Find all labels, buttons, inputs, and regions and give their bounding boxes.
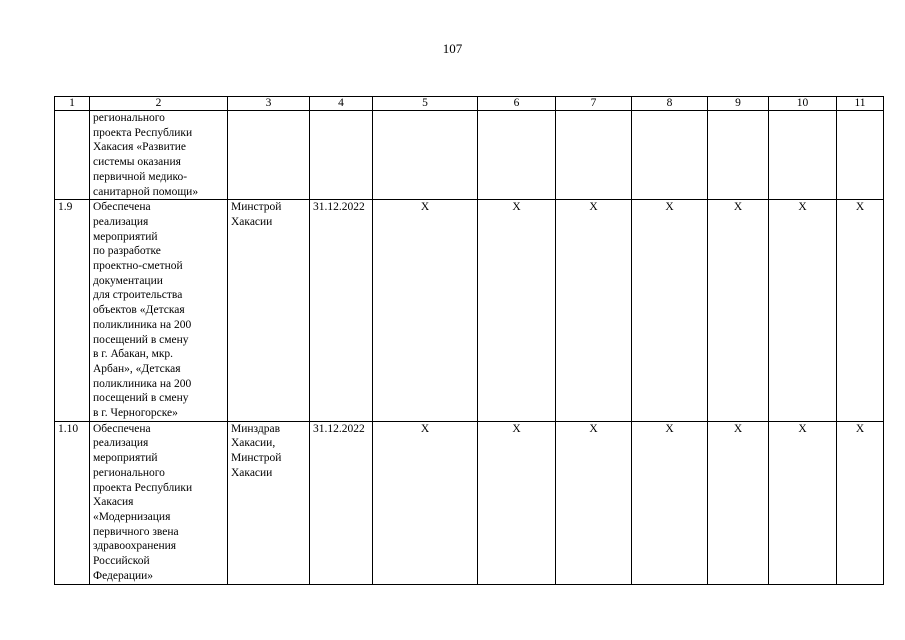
- plan-table: [54, 96, 884, 585]
- description-line: Обеспечена: [93, 201, 151, 214]
- description-line: по разработке: [93, 245, 161, 258]
- mark-cell: [632, 111, 708, 200]
- mark-cell: Х: [632, 200, 708, 422]
- executor-line: Хакасии: [231, 215, 273, 228]
- column-header: 2: [90, 97, 228, 111]
- description-line: Федерации»: [93, 569, 154, 582]
- mark-cell: [373, 111, 478, 200]
- table-row: [55, 111, 884, 200]
- mark-cell: Х: [373, 200, 478, 422]
- table-row: [55, 200, 884, 422]
- description-line: реализация: [93, 215, 149, 228]
- column-header: 5: [373, 97, 478, 111]
- executor-line: Минстрой: [231, 201, 282, 214]
- mark-cell: Х: [556, 421, 632, 584]
- description-line: поликлиника на 200: [93, 318, 192, 331]
- mark-cell: Х: [837, 421, 884, 584]
- description-line: Обеспечена: [93, 422, 151, 435]
- executor-line: Минстрой: [231, 452, 282, 465]
- row-number: [55, 111, 90, 200]
- event-description: [90, 200, 228, 422]
- description-line: проекта Республики: [93, 126, 193, 139]
- mark-cell: Х: [478, 200, 556, 422]
- description-line: поликлиника на 200: [93, 377, 192, 390]
- responsible-executor: [228, 111, 310, 200]
- column-header: 3: [228, 97, 310, 111]
- description-line: Хакасия: [93, 496, 134, 509]
- table-body: [55, 111, 884, 585]
- description-line: «Модернизация: [93, 510, 171, 523]
- column-header: 8: [632, 97, 708, 111]
- description-line: Российской: [93, 555, 150, 568]
- description-line: мероприятий: [93, 230, 158, 243]
- mark-cell: Х: [769, 421, 837, 584]
- responsible-executor: [228, 200, 310, 422]
- mark-cell: [769, 111, 837, 200]
- description-line: для строительства: [93, 289, 183, 302]
- mark-cell: Х: [837, 200, 884, 422]
- description-line: регионального: [93, 112, 165, 124]
- description-line: регионального: [93, 466, 165, 479]
- table-row: [55, 421, 884, 584]
- event-description: [90, 111, 228, 200]
- mark-cell: Х: [708, 421, 769, 584]
- executor-line: Минздрав: [231, 422, 281, 435]
- description-line: Арбан», «Детская: [93, 362, 181, 375]
- description-line: посещений в смену: [93, 333, 189, 346]
- executor-line: Хакасии: [231, 466, 273, 479]
- description-line: Хакасия «Развитие: [93, 141, 187, 154]
- mark-cell: [837, 111, 884, 200]
- description-line: мероприятий: [93, 452, 158, 465]
- mark-cell: Х: [478, 421, 556, 584]
- description-line: проекта Республики: [93, 481, 193, 494]
- page-number: 107: [442, 41, 463, 56]
- mark-cell: Х: [632, 421, 708, 584]
- event-description: [90, 421, 228, 584]
- description-line: документации: [93, 274, 163, 287]
- row-number: 1.9: [55, 200, 90, 422]
- deadline-date: 31.12.2022: [310, 421, 373, 584]
- mark-cell: Х: [373, 421, 478, 584]
- column-header: 7: [556, 97, 632, 111]
- executor-line: Хакасии,: [231, 437, 276, 450]
- description-line: санитарной помощи»: [93, 185, 199, 198]
- description-line: посещений в смену: [93, 392, 189, 405]
- description-line: первичной медико-: [93, 170, 188, 183]
- column-header: 6: [478, 97, 556, 111]
- description-line: здравоохранения: [93, 540, 177, 553]
- description-line: проектно-сметной: [93, 260, 183, 273]
- description-line: реализация: [93, 437, 149, 450]
- column-header: 10: [769, 97, 837, 111]
- mark-cell: Х: [769, 200, 837, 422]
- deadline-date: 31.12.2022: [310, 200, 373, 422]
- description-line: в г. Черногорске»: [93, 407, 178, 420]
- deadline-date: [310, 111, 373, 200]
- mark-cell: [708, 111, 769, 200]
- description-line: в г. Абакан, мкр.: [93, 348, 174, 361]
- column-header: 4: [310, 97, 373, 111]
- description-line: первичного звена: [93, 525, 179, 538]
- responsible-executor: [228, 421, 310, 584]
- column-header: 11: [837, 97, 884, 111]
- mark-cell: [478, 111, 556, 200]
- column-header: 1: [55, 97, 90, 111]
- row-number: 1.10: [55, 421, 90, 584]
- description-line: системы оказания: [93, 156, 181, 169]
- description-line: объектов «Детская: [93, 304, 185, 317]
- mark-cell: Х: [556, 200, 632, 422]
- header-row: [55, 97, 884, 111]
- mark-cell: Х: [708, 200, 769, 422]
- column-header: 9: [708, 97, 769, 111]
- mark-cell: [556, 111, 632, 200]
